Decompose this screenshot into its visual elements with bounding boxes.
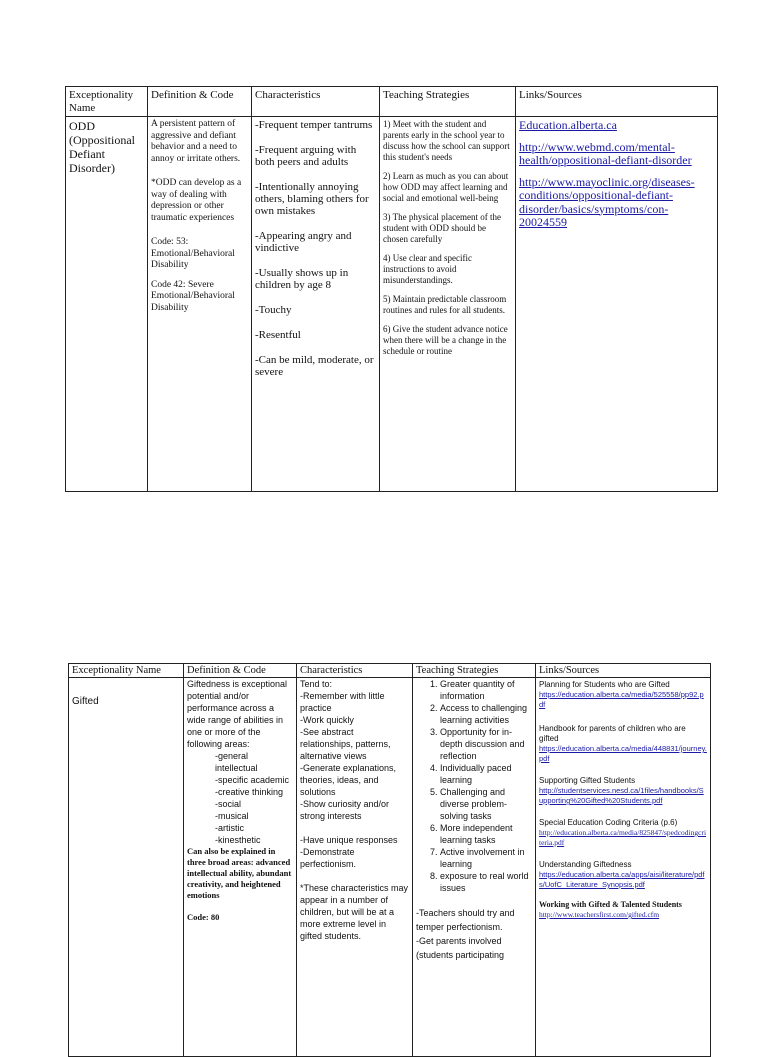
characteristic-item: -Have unique responses bbox=[300, 835, 398, 845]
code-80: Code: 80 bbox=[187, 912, 220, 922]
strategy-item: 7. Active involvement in learning bbox=[440, 846, 532, 870]
odd-table bbox=[65, 86, 718, 492]
source-link[interactable]: http://www.teachersfirst.com/gifted.cfm bbox=[539, 910, 660, 919]
links-cell bbox=[516, 117, 718, 492]
strategy-item: 6. More independent learning tasks bbox=[440, 822, 532, 846]
header-links-sources: Links/Sources bbox=[516, 87, 718, 117]
area-item: -specific academic bbox=[215, 775, 290, 785]
definition-cell bbox=[184, 678, 297, 1057]
header-characteristics: Characteristics bbox=[297, 664, 413, 678]
characteristic-item: -Generate explanations, theories, ideas, and solutions bbox=[300, 763, 397, 797]
characteristic-item: -Intentionally annoying others, blaming others for own mistakes bbox=[255, 181, 369, 217]
source-title: Understanding Giftedness bbox=[539, 860, 632, 869]
header-teaching-strategies: Teaching Strategies bbox=[413, 664, 536, 678]
exceptionality-name: ODD (Oppositional Defiant Disorder) bbox=[66, 117, 148, 492]
links-cell bbox=[536, 678, 711, 1057]
strategy-item: 4. Individually paced learning bbox=[440, 762, 532, 786]
strategy-item: 3) The physical placement of the student with ODD should be chosen carefully bbox=[383, 212, 502, 244]
source-link[interactable]: http://education.alberta.ca/media/825847/spedcodingcriteria.pdf bbox=[539, 828, 707, 847]
area-item: -musical bbox=[215, 811, 249, 821]
characteristic-item: -Show curiosity and/or strong interests bbox=[300, 799, 390, 821]
source-title: Working with Gifted & Talented Students bbox=[539, 900, 682, 909]
exceptionality-name: Gifted bbox=[69, 678, 184, 1057]
header-characteristics: Characteristics bbox=[252, 87, 380, 117]
strategy-list bbox=[416, 678, 532, 894]
characteristic-item: -Frequent arguing with both peers and adults bbox=[255, 144, 357, 168]
table-header-row bbox=[69, 664, 711, 678]
strategy-item: 6) Give the student advance notice when there will be a change in the schedule or routine bbox=[383, 324, 508, 356]
source-link[interactable]: https://education.alberta.ca/media/448831/journey.pdf bbox=[539, 744, 707, 763]
header-exceptionality-name: Exceptionality Name bbox=[69, 664, 184, 678]
strategy-item: 8. exposure to real world issues bbox=[440, 870, 532, 894]
area-item: -kinesthetic bbox=[215, 835, 261, 845]
definition-text: A persistent pattern of aggressive and defiant behavior and a need to annoy or irritate others. bbox=[151, 119, 241, 164]
definition-note: *ODD can develop as a way of dealing with depression or other traumatic experiences bbox=[151, 178, 242, 223]
source-link[interactable]: http://studentservices.nesd.ca/1files/handbooks/Supporting%20Gifted%20Students.pdf bbox=[539, 786, 704, 805]
header-definition-code: Definition & Code bbox=[184, 664, 297, 678]
characteristic-item: -Frequent temper tantrums bbox=[255, 119, 373, 131]
characteristic-item: *These characteristics may appear in a number of children, but will be at a more extreme level in gifted students. bbox=[300, 883, 409, 941]
definition-extra: Can also be explained in three broad areas: advanced intellectual ability, abundant creativity, and heightened emotions bbox=[187, 846, 292, 900]
characteristic-item: Tend to: bbox=[300, 679, 333, 689]
strategy-item: 3. Opportunity for in-depth discussion and reflection bbox=[440, 726, 532, 762]
header-exceptionality-name: Exceptionality Name bbox=[66, 87, 148, 117]
characteristic-item: -Remember with little practice bbox=[300, 691, 385, 713]
source-link[interactable]: https://education.alberta.ca/apps/aisi/literature/pdfs/UofC_Literature_Synopsis.pdf bbox=[539, 870, 705, 889]
strategy-extra: -Get parents involved (students participating bbox=[416, 936, 505, 960]
characteristic-item: -Touchy bbox=[255, 304, 292, 316]
strategy-item: 4) Use clear and specific instructions to avoid misunderstandings. bbox=[383, 253, 472, 285]
table-header-row bbox=[66, 87, 718, 117]
strategy-item: 2) Learn as much as you can about how ODD may affect learning and social and emotional well-being bbox=[383, 171, 509, 203]
source-link[interactable]: Education.alberta.ca bbox=[519, 118, 617, 132]
characteristics-cell bbox=[252, 117, 380, 492]
characteristic-item: -Work quickly bbox=[300, 715, 354, 725]
strategy-extra: -Teachers should try and temper perfectionism. bbox=[416, 908, 515, 932]
source-title: Planning for Students who are Gifted bbox=[539, 680, 670, 689]
strategy-item: 1) Meet with the student and parents early in the school year to discuss how the school can support this student's needs bbox=[383, 119, 510, 162]
definition-text: Giftedness is exceptional potential and/or performance across a wide range of abilities in one or more of the following areas: bbox=[187, 679, 288, 749]
characteristic-item: -Can be mild, moderate, or severe bbox=[255, 354, 374, 378]
header-definition-code: Definition & Code bbox=[148, 87, 252, 117]
definition-cell bbox=[148, 117, 252, 492]
header-teaching-strategies: Teaching Strategies bbox=[380, 87, 516, 117]
strategies-cell bbox=[380, 117, 516, 492]
characteristic-item: -See abstract relationships, patterns, alternative views bbox=[300, 727, 391, 761]
characteristic-item: -Usually shows up in children by age 8 bbox=[255, 267, 349, 291]
source-title: Supporting Gifted Students bbox=[539, 776, 636, 785]
source-link[interactable]: https://education.alberta.ca/media/525558/pp92.pdf bbox=[539, 690, 704, 709]
strategy-item: 5. Challenging and diverse problem-solving tasks bbox=[440, 786, 532, 822]
table-row bbox=[69, 678, 711, 1057]
table-row bbox=[66, 117, 718, 492]
strategy-item: 5) Maintain predictable classroom routines and rules for all students. bbox=[383, 294, 507, 315]
area-item: -social bbox=[215, 799, 242, 809]
gifted-table bbox=[68, 663, 711, 1057]
area-item: -artistic bbox=[215, 823, 244, 833]
characteristic-item: -Resentful bbox=[255, 329, 301, 341]
source-title: Special Education Coding Criteria (p.6) bbox=[539, 818, 678, 827]
characteristics-cell bbox=[297, 678, 413, 1057]
characteristic-item: -Demonstrate perfectionism. bbox=[300, 847, 357, 869]
code-42: Code 42: Severe Emotional/Behavioral Disability bbox=[151, 279, 235, 313]
source-title: Handbook for parents of children who are gifted bbox=[539, 724, 686, 743]
characteristic-item: -Appearing angry and vindictive bbox=[255, 230, 352, 254]
source-link[interactable]: http://www.webmd.com/mental-health/oppositional-defiant-disorder bbox=[519, 139, 692, 167]
area-item: -general intellectual bbox=[215, 751, 258, 773]
header-links-sources: Links/Sources bbox=[536, 664, 711, 678]
area-item: -creative thinking bbox=[215, 787, 284, 797]
strategy-item: 1. Greater quantity of information bbox=[440, 678, 532, 702]
source-link[interactable]: http://www.mayoclinic.org/diseases-conditions/oppositional-defiant-disorder/basics/symptoms/con-20024559 bbox=[519, 174, 695, 229]
strategies-cell bbox=[413, 678, 536, 1057]
strategy-item: 2. Access to challenging learning activities bbox=[440, 702, 532, 726]
code-53: Code: 53: Emotional/Behavioral Disability bbox=[151, 237, 235, 270]
